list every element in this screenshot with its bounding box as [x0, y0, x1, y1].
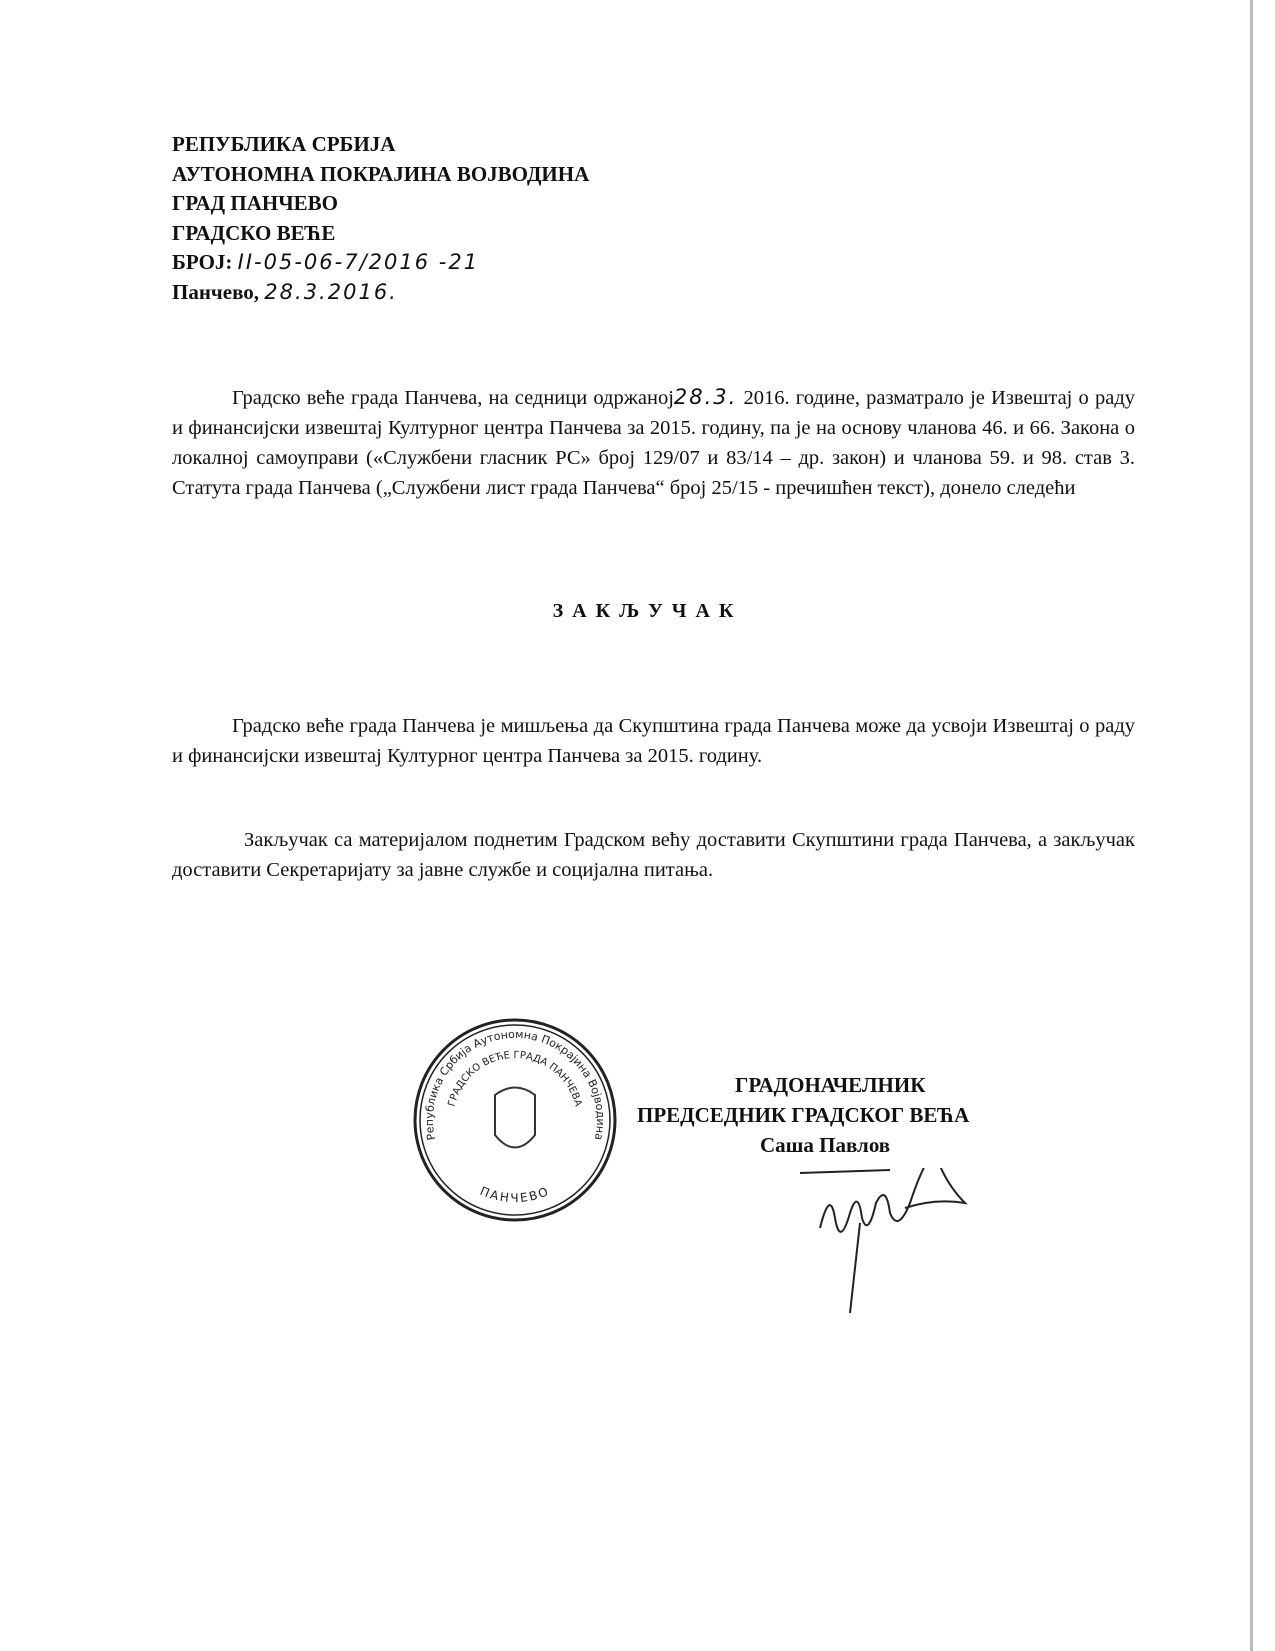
preamble-text-2: 2016. године, разматрало је Извештај о раду и финансијски извештај Културног центра Панчева за 2015. годину, па је на основу чланова 46. и 66. Закона о локалној самоуправи («Службени гласник РС» број 129/07 и 83/14 – др. закон) и чланова 59. и 98. став 3. Статута града Панчева („Службени лист града Панчева“ број 25/15 - пречишћен текст), донело следећи: [172, 387, 1135, 499]
header-council: ГРАДСКО ВЕЋЕ: [172, 220, 336, 245]
signatory-title-1: ГРАДОНАЧЕЛНИК: [735, 1073, 926, 1097]
header-province: АУТОНОМНА ПОКРАЈИНА ВОЈВОДИНА: [172, 161, 590, 186]
header-number: [172, 248, 589, 278]
stamp-inner-text: ГРАДСКО ВЕЋЕ ГРАДА ПАНЧЕВА: [446, 1049, 584, 1108]
date-value: 28.3.2016.: [264, 279, 398, 304]
page-edge: [1250, 0, 1253, 1651]
preamble-handwritten-date: 28.3.: [673, 385, 738, 409]
preamble-paragraph: [172, 382, 1135, 503]
conclusion-paragraph-1: [172, 711, 1135, 771]
document-header: [172, 130, 589, 307]
header-country: РЕПУБЛИКА СРБИЈА: [172, 132, 396, 156]
coat-of-arms-icon: [495, 1088, 535, 1148]
place-label: Панчево,: [172, 279, 260, 304]
number-label: БРОЈ:: [172, 250, 233, 274]
conclusion-paragraph-2: [172, 825, 1135, 885]
handwritten-signature: [800, 1168, 1030, 1318]
number-value: II-05-06-7/2016 -21: [237, 250, 480, 274]
document-title: ЗАКЉУЧАК: [552, 600, 743, 622]
header-place-date: [172, 278, 589, 308]
header-city: ГРАД ПАНЧЕВО: [172, 191, 338, 215]
signatory-name: Саша Павлов: [760, 1133, 891, 1157]
stamp-bottom-text: ПАНЧЕВО: [478, 1183, 552, 1206]
signatory-title-2: ПРЕДСЕДНИК ГРАДСКОГ ВЕЋА: [637, 1103, 970, 1127]
official-stamp: [410, 1015, 620, 1225]
conclusion-text-2: Закључак са материјалом поднетим Градском већу доставити Скупштини града Панчева, а закључак доставити Секретаријату за јавне службе и социјална питања.: [172, 829, 1135, 881]
stamp-outer-text: Република Србија Аутономна Покрајина Војводина: [422, 1027, 608, 1142]
conclusion-text-1: Градско веће града Панчева је мишљења да Скупштина града Панчева може да усвоји Извештај о раду и финансијски извештај Културног центра Панчева за 2015. годину.: [172, 715, 1135, 767]
preamble-text-1: Градско веће града Панчева, на седници одржаној: [232, 387, 674, 409]
